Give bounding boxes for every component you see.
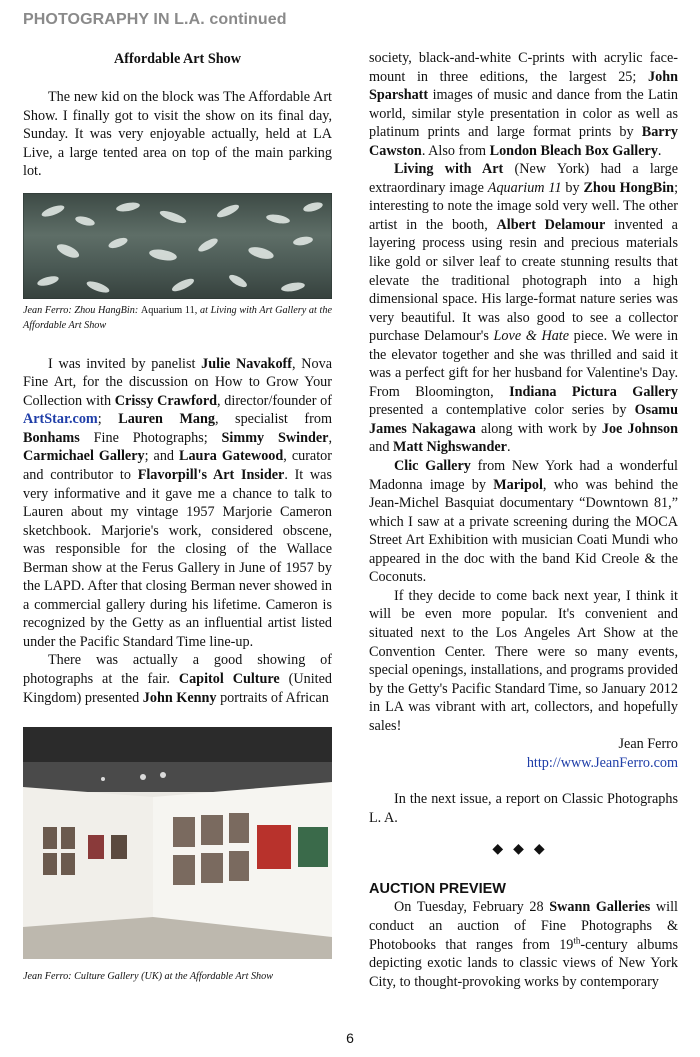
page-number: 6 [346,1030,354,1046]
left-column [23,50,332,984]
closing-paragraph: If they decide to come back next year, I think it will be even more popular. It's convenient and situated next to the Los Angeles Art Show at the Convention Center. There were so many events, special openings, installations, and programs provided by the Getty's Pacific Standard Time, so January 2012 in LA was vibrant with art, collectors, and hopefully sales! [369,587,678,734]
clic-gallery-paragraph: Clic Gallery from New York had a wonderful Madonna image by Maripol, who was behind the Jean-Michel Basquiat documentary “Downtown 81,” which I saw at a private screening during the MOCA Street Art Exhibition with musician Coati Mundi who appeared in the doc with the band Kid Creole & the Coconuts. [369,458,679,586]
aquarium-photo [23,193,332,299]
section-title: Affordable Art Show [114,51,241,67]
panel-paragraph: I was invited by panelist Julie Navakoff, Nova Fine Art, for the discussion on How to Grow Your Collection with Crissy Crawford, director/founder of ArtStar.com; Lauren Mang, specialist from Bonhams Fine Photographs; Simmy Swinder, Carmichael Gallery; and Laura Gatewood, curator and contributor to Flavorpill's Art Insider. It was very informative and it gave me a chance to talk to Lauren about my vintage 1957 Marjorie Cameron sketchbook. Marjorie's work, considered obscene, was responsible for the closing of the Wallace Berman show at the Ferus Gallery in June of 1957 by the LAPD. After that closing Berman never showed in a commercial gallery during his lifetime. Cameron is recognized by the Getty as an influential artist listed under the Pacific Standard Time line-up. [23,355,333,650]
right-column [369,49,678,991]
photo-caption-2: Jean Ferro: Culture Gallery (UK) at the Affordable Art Show [23,971,274,983]
aquarium-photo-art [23,193,332,299]
running-head: PHOTOGRAPHY IN L.A. continued [23,11,287,28]
artstar-link[interactable]: ArtStar.com [23,411,98,428]
gallery-booth-photo-art [23,727,332,959]
auction-preview-heading: AUCTION PREVIEW [369,881,506,898]
continued-paragraph: society, black-and-white C-prints with acrylic face-mount in three editions, the largest 25; John Sparshatt images of music and dance from the Latin world, similar style presentation in color as well as platinum prints and large format prints by Barry Cawston. Also from London Bleach Box Gallery. [369,50,678,159]
auction-paragraph: On Tuesday, February 28 Swann Galleries will conduct an auction of Fine Photographs & Photobooks that ranges from 19th-century albums depicting exotic lands to classic views of New York City, to thought-provoking works by contemporary [369,899,679,990]
intro-paragraph: The new kid on the block was The Affordable Art Show. I finally got to visit the show on its final day, Sunday. It was very enjoyable actually, held at LA Live, a large tented area on top of the main parking lot. [23,89,332,180]
author-website-link[interactable]: http://www.JeanFerro.com [526,754,678,771]
signature-url[interactable] [369,754,678,773]
photo-caption-1: Jean Ferro: Zhou HangBin: Aquarium 11, at Living with Art Gallery at the Affordable Art Show [23,304,332,331]
section-divider: ◆◆◆ [492,842,555,858]
living-with-art-paragraph: Living with Art (New York) had a large extraordinary image Aquarium 11 by Zhou HongBin; interesting to note the image sold very well. The other artist in the booth, Albert Delamour invented a layering process using resin and precious materials like gold or silver leaf to create stunning results that elevate the traditional photograph into a high dimensional space. His large-format nature series was very beautiful. It was also good to see a collector purchase Delamour's Love & Hate piece. We were in the elevator together and she was thrilled and said it was a perfect gift for her husband for Valentine's Day. From Bloomington, Indiana Pictura Gallery presented a contemplative color series by Osamu James Nakagawa along with work by Joe Johnson and Matt Nighswander. [369,161,679,456]
gallery-booth-photo [23,727,332,959]
signature-name: Jean Ferro [618,736,678,753]
photographs-paragraph: There was actually a good showing of photographs at the fair. Capitol Culture (United Kingdom) presented John Kenny portraits of African [23,652,332,706]
next-issue-paragraph: In the next issue, a report on Classic Photographs L. A. [369,791,678,826]
